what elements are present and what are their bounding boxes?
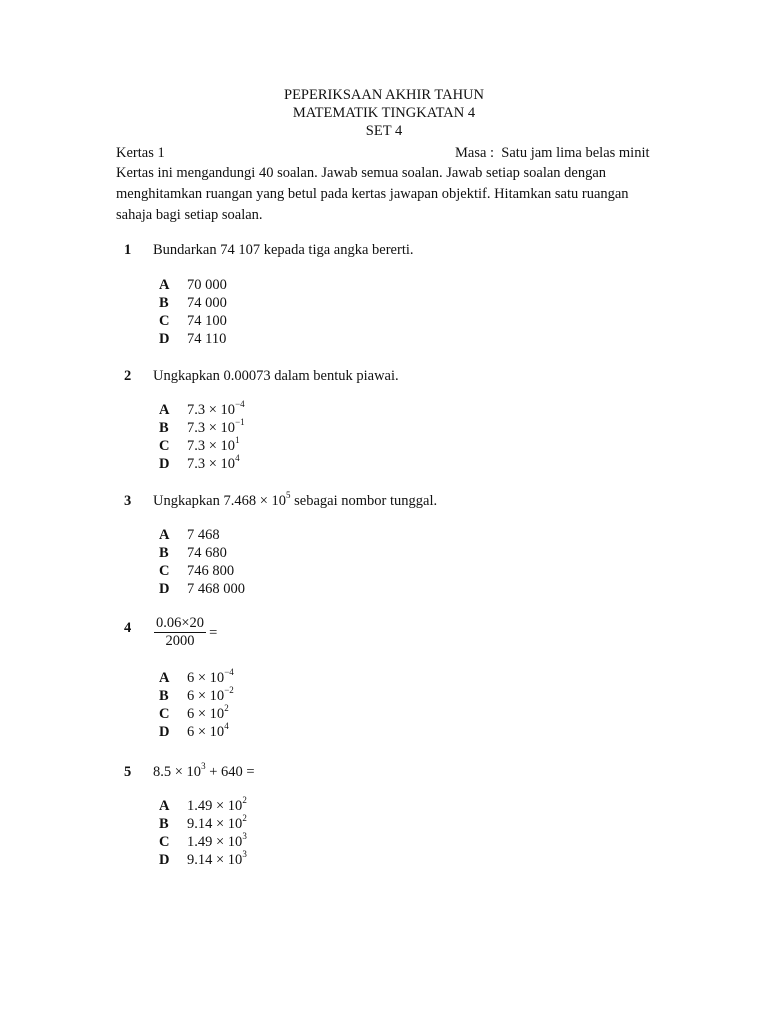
option-value: 70 000 <box>187 277 227 293</box>
option-letter: C <box>159 834 170 850</box>
option-letter: B <box>159 545 169 561</box>
option-value: $6 \times 10^4$ <box>187 721 229 740</box>
option-value: $9.14 \times 10^2$ <box>187 813 247 832</box>
question-text: $8.5 \times 10^3 + 640$ = <box>153 761 255 780</box>
exam-header <box>0 86 768 140</box>
option-value: $1.49 \times 10^3$ <box>187 831 247 850</box>
option-letter: B <box>159 688 169 704</box>
question-text: Ungkapkan $7.468 \times 10^5$ sebagai nombor tunggal. <box>153 490 438 509</box>
option-value: 746 800 <box>187 563 235 579</box>
option-value: $9.14 \times 10^3$ <box>187 849 247 868</box>
option-letter: A <box>159 527 170 543</box>
equals-sign: = <box>209 624 218 641</box>
option-value: 74 680 <box>187 545 227 561</box>
option-value: 74 100 <box>187 313 227 329</box>
option-letter: B <box>159 420 169 436</box>
option-letter: C <box>159 563 170 579</box>
option-value: 7 468 000 <box>187 581 245 597</box>
fraction-denominator: 2000 <box>165 633 195 649</box>
option-letter: A <box>159 402 170 418</box>
option-value: 74 000 <box>187 295 227 311</box>
option-letter: D <box>159 456 170 472</box>
option-value: $7.3 \times 10^4$ <box>187 453 240 472</box>
option-letter: C <box>159 706 170 722</box>
option-value: $7.3 \times 10^{-1}$ <box>187 417 245 436</box>
fraction-numerator: 0.06×20 <box>156 615 205 631</box>
option-letter: B <box>159 816 169 832</box>
exam-subject: MATEMATIK TINGKATAN 4 <box>292 105 476 121</box>
question-number: 3 <box>124 493 132 509</box>
option-value: $7.3 \times 10^1$ <box>187 435 240 454</box>
paper-info <box>116 144 656 162</box>
question-number: 2 <box>124 368 132 384</box>
option-value: 74 110 <box>187 331 227 347</box>
option-letter: D <box>159 331 170 347</box>
option-value: $7.3 \times 10^{-4}$ <box>187 399 245 418</box>
option-letter: A <box>159 798 170 814</box>
option-letter: C <box>159 313 170 329</box>
option-value: $6 \times 10^{-2}$ <box>187 685 234 704</box>
option-letter: D <box>159 581 170 597</box>
question-expression <box>154 615 217 650</box>
option-letter: B <box>159 295 169 311</box>
instructions: Kertas ini mengandungi 40 soalan. Jawab semua soalan. Jawab setiap soalan dengan menghitamkan ruangan yang betul pada kertas jawapan objektif. Hitamkan satu ruangan sahaja bagi setiap soalan. <box>116 165 629 223</box>
option-letter: D <box>159 724 170 740</box>
fraction <box>154 615 206 650</box>
question-text: Ungkapkan 0.00073 dalam bentuk piawai. <box>153 368 399 384</box>
question-text: Bundarkan 74 107 kepada tiga angka bererti. <box>153 242 414 258</box>
option-letter: C <box>159 438 170 454</box>
question-number: 1 <box>124 242 132 258</box>
option-letter: A <box>159 277 170 293</box>
exam-set: SET 4 <box>365 123 403 139</box>
paper-duration: Masa : Satu jam lima belas minit <box>455 145 650 161</box>
option-value: $6 \times 10^{-4}$ <box>187 667 234 686</box>
paper-number: Kertas 1 <box>116 145 165 161</box>
option-letter: A <box>159 670 170 686</box>
question-number: 5 <box>124 764 132 780</box>
option-value: $6 \times 10^2$ <box>187 703 229 722</box>
option-value: $1.49 \times 10^2$ <box>187 795 247 814</box>
option-letter: D <box>159 852 170 868</box>
question-number: 4 <box>124 620 132 636</box>
exam-title: PEPERIKSAAN AKHIR TAHUN <box>284 87 484 103</box>
option-value: 7 468 <box>187 527 220 543</box>
